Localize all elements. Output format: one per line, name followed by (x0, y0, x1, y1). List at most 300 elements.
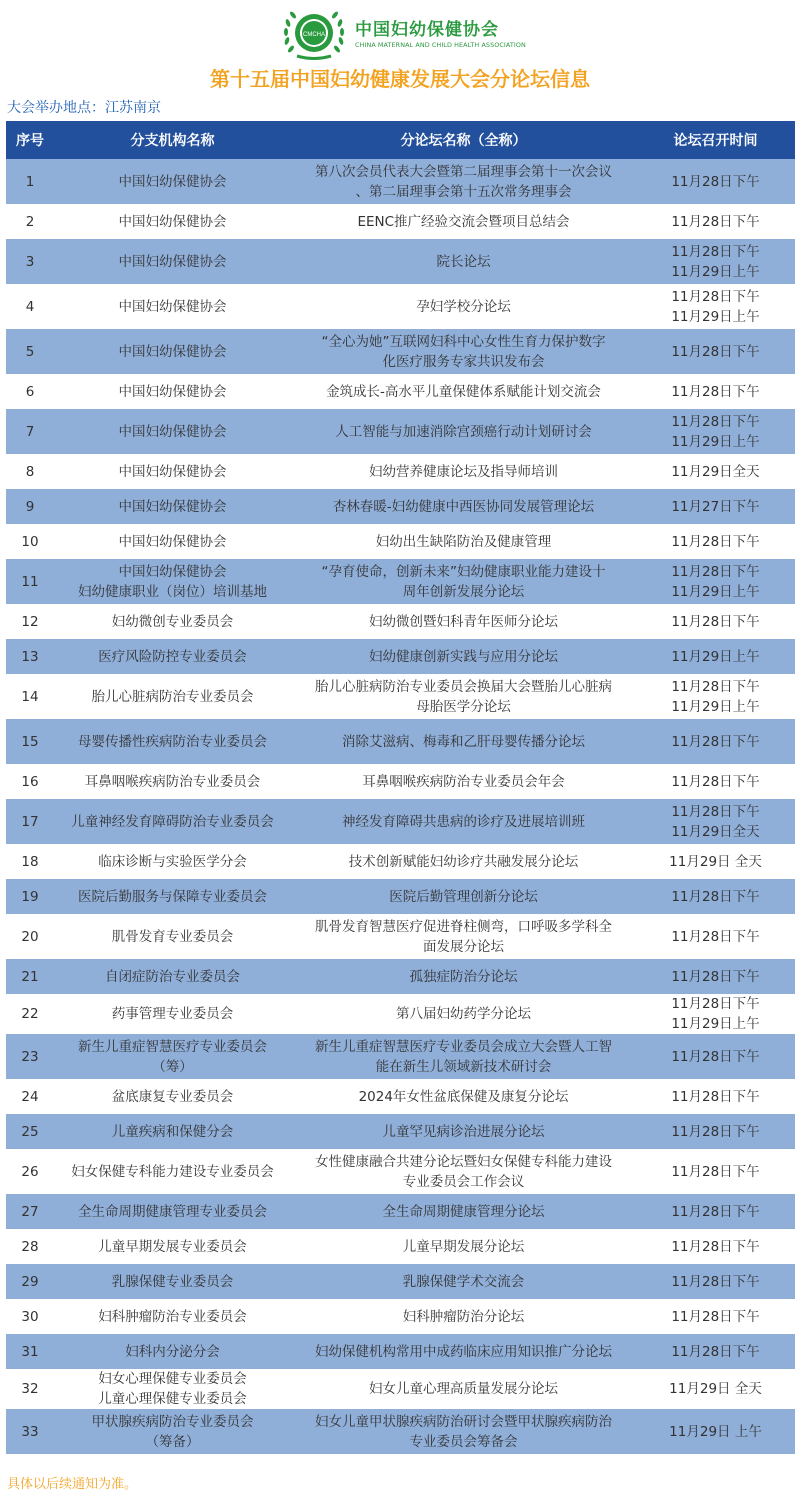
emblem-lettering: CMCHA (303, 32, 325, 38)
cell-time (636, 764, 795, 799)
cell-org-line: 儿童早期发展专业委员会 (98, 1238, 247, 1255)
cell-time (636, 719, 795, 764)
cell-forum-line: 儿童罕见病诊治进展分论坛 (382, 1123, 545, 1140)
cell-forum-line: 肌骨发育智慧医疗促进脊柱侧弯，口呼吸多学科全 (315, 918, 612, 935)
cell-org-line: 妇幼微创专业委员会 (111, 613, 234, 630)
cell-org (54, 1334, 291, 1369)
cell-time-line: 11月29日上午 (671, 263, 760, 280)
cell-no: 3 (6, 239, 54, 284)
table-row (6, 1334, 795, 1369)
cell-org-line: 儿童疾病和保健分会 (111, 1123, 234, 1140)
cell-forum (291, 489, 636, 524)
cell-no: 10 (6, 524, 54, 559)
cell-org-line: 妇幼健康职业（岗位）培训基地 (78, 583, 267, 600)
cell-org (54, 374, 291, 409)
cell-time-line: 11月28日下午 (671, 1238, 760, 1255)
cell-org-line: 医院后勤服务与保障专业委员会 (78, 888, 267, 905)
cell-forum-line: 全生命周期健康管理分论坛 (382, 1203, 545, 1220)
cell-forum-line: 专业委员会筹备会 (409, 1433, 518, 1450)
cell-org-line: 母婴传播性疾病防治专业委员会 (78, 733, 267, 750)
cell-time (636, 1194, 795, 1229)
cell-forum-line: 女性健康融合共建分论坛暨妇女保健专科能力建设 (315, 1153, 612, 1170)
cell-no: 24 (6, 1079, 54, 1114)
cell-forum (291, 674, 636, 719)
cell-forum (291, 1149, 636, 1194)
cell-time (636, 1264, 795, 1299)
cell-org-line: 肌骨发育专业委员会 (111, 928, 234, 945)
cell-org (54, 1034, 291, 1079)
cell-time-line: 11月28日下午 (671, 968, 760, 985)
cell-forum-line: 妇幼出生缺陷防治及健康管理 (375, 533, 552, 550)
cell-time-line: 11月28日下午 (671, 928, 760, 945)
cell-org (54, 1264, 291, 1299)
cell-forum (291, 1264, 636, 1299)
cell-time (636, 1114, 795, 1149)
cell-org-line: 全生命周期健康管理专业委员会 (78, 1203, 267, 1220)
cell-time-line: 11月29日上午 (671, 308, 760, 325)
table-row (6, 959, 795, 994)
cell-forum-line: 妇女儿童甲状腺疾病防治研讨会暨甲状腺疾病防治 (315, 1413, 612, 1430)
cell-forum-line: 妇幼保健机构常用中成药临床应用知识推广分论坛 (315, 1343, 612, 1360)
table-row (6, 454, 795, 489)
cell-org-line: 妇女心理保健专业委员会 (98, 1371, 247, 1387)
cell-time-line: 11月28日下午 (671, 173, 760, 190)
cell-forum-line: 、第二届理事会第十五次常务理事会 (355, 183, 572, 200)
cell-forum-line: “孕育使命，创新未来”妇幼健康职业能力建设十 (321, 563, 606, 580)
cell-org-line: 临床诊断与实验医学分会 (98, 853, 247, 870)
cell-org (54, 159, 291, 204)
cell-forum (291, 1334, 636, 1369)
table-row (6, 844, 795, 879)
cell-forum-line: 面发展分论坛 (423, 938, 504, 955)
cell-org-line: 甲状腺疾病防治专业委员会 (91, 1413, 254, 1430)
cell-forum (291, 1229, 636, 1264)
cell-time-line: 11月28日下午 (671, 613, 760, 630)
cell-forum (291, 1114, 636, 1149)
table-row (6, 639, 795, 674)
forum-table (6, 121, 795, 1454)
table-row (6, 239, 795, 284)
cell-no: 11 (6, 559, 54, 604)
cell-forum (291, 994, 636, 1034)
footer-note: 具体以后续通知为准。 (7, 1477, 138, 1492)
table-row (6, 204, 795, 239)
cell-org (54, 604, 291, 639)
cell-org-line: 中国妇幼保健协会 (118, 298, 227, 315)
cell-forum-line: 技术创新赋能妇幼诊疗共融发展分论坛 (348, 853, 579, 870)
cell-time-line: 11月28日下午 (671, 213, 760, 230)
table-row (6, 914, 795, 959)
cell-org-line: 妇女保健专科能力建设专业委员会 (71, 1163, 274, 1180)
cell-org (54, 959, 291, 994)
page-header (0, 0, 800, 120)
cell-org (54, 764, 291, 799)
cell-org (54, 719, 291, 764)
cell-time (636, 284, 795, 329)
cell-time-line: 11月29日上午 (671, 583, 760, 600)
cell-time (636, 204, 795, 239)
cell-time-line: 11月27日下午 (671, 498, 760, 515)
cell-time (636, 1409, 795, 1454)
cell-time-line: 11月28日下午 (671, 383, 760, 400)
cell-forum-line: 妇幼营养健康论坛及指导师培训 (369, 463, 558, 480)
venue-label: 大会举办地点：江苏南京 (7, 100, 161, 116)
cell-no: 5 (6, 329, 54, 374)
table-row (6, 284, 795, 329)
cell-no: 28 (6, 1229, 54, 1264)
cell-no: 2 (6, 204, 54, 239)
cell-time-line: 11月28日下午 (671, 1088, 760, 1105)
page-title: 第十五届中国妇幼健康发展大会分论坛信息 (210, 67, 590, 91)
cell-forum-line: EENC推广经验交流会暨项目总结会 (357, 213, 570, 230)
cell-no: 17 (6, 799, 54, 844)
cell-forum-line: 化医疗服务专家共识发布会 (382, 353, 545, 370)
cell-org (54, 409, 291, 454)
cell-time-line: 11月28日下午 (671, 1273, 760, 1290)
cell-time-line: 11月28日下午 (671, 343, 760, 360)
cell-time (636, 1369, 795, 1409)
cell-no: 16 (6, 764, 54, 799)
cell-forum (291, 204, 636, 239)
cell-time-line: 11月29日 全天 (669, 853, 762, 870)
cell-org (54, 559, 291, 604)
cell-org (54, 1149, 291, 1194)
table-row (6, 799, 795, 844)
cell-time-line: 11月29日上午 (671, 648, 760, 665)
cell-time (636, 844, 795, 879)
cell-time-line: 11月28日下午 (671, 563, 760, 580)
cell-org-line: 中国妇幼保健协会 (118, 253, 227, 270)
col-header-no: 序号 (6, 121, 54, 159)
cell-no: 18 (6, 844, 54, 879)
cell-forum (291, 639, 636, 674)
cell-forum-line: 周年创新发展分论坛 (402, 583, 525, 600)
cell-forum (291, 1369, 636, 1409)
cell-org (54, 239, 291, 284)
cell-no: 25 (6, 1114, 54, 1149)
cell-org (54, 1229, 291, 1264)
cell-org (54, 524, 291, 559)
cell-forum (291, 959, 636, 994)
cell-time (636, 674, 795, 719)
cell-org-line: 儿童心理保健专业委员会 (98, 1391, 247, 1407)
cell-org-line: 盆底康复专业委员会 (111, 1088, 234, 1105)
cell-org (54, 674, 291, 719)
cell-time (636, 1149, 795, 1194)
table-row (6, 764, 795, 799)
cell-time (636, 799, 795, 844)
cell-org-line: 中国妇幼保健协会 (118, 498, 227, 515)
cell-time-line: 11月28日下午 (671, 996, 760, 1012)
cell-time-line: 11月29日全天 (671, 463, 760, 480)
cell-forum (291, 159, 636, 204)
cell-time-line: 11月28日下午 (671, 888, 760, 905)
cell-no: 23 (6, 1034, 54, 1079)
cell-org-line: 自闭症防治专业委员会 (105, 968, 240, 985)
cell-org (54, 799, 291, 844)
table-row (6, 1229, 795, 1264)
cell-org-line: 中国妇幼保健协会 (118, 343, 227, 360)
cell-org (54, 994, 291, 1034)
table-body (6, 159, 795, 1454)
cell-no: 27 (6, 1194, 54, 1229)
cell-no: 8 (6, 454, 54, 489)
cell-forum-line: 儿童早期发展分论坛 (402, 1238, 525, 1255)
cell-org-line: 中国妇幼保健协会 (118, 563, 227, 580)
cell-time (636, 994, 795, 1034)
cell-time-line: 11月28日下午 (671, 678, 760, 695)
cell-org-line: 医疗风险防控专业委员会 (98, 648, 247, 665)
cell-no: 33 (6, 1409, 54, 1454)
cell-forum-line: 第八届妇幼药学分论坛 (396, 1006, 531, 1022)
cell-time (636, 409, 795, 454)
cell-org-line: 乳腺保健专业委员会 (111, 1273, 234, 1290)
org-name-en: CHINA MATERNAL AND CHILD HEALTH ASSOCIATION (355, 40, 526, 49)
cell-no: 26 (6, 1149, 54, 1194)
cell-forum-line: 孤独症防治分论坛 (409, 968, 518, 985)
cell-forum (291, 844, 636, 879)
cell-time-line: 11月28日下午 (671, 773, 760, 790)
table-row (6, 489, 795, 524)
cell-org-line: 儿童神经发育障碍防治专业委员会 (71, 813, 274, 830)
table-row (6, 1114, 795, 1149)
cell-no: 15 (6, 719, 54, 764)
cell-no: 13 (6, 639, 54, 674)
cell-forum (291, 1409, 636, 1454)
table-row (6, 524, 795, 559)
table-row (6, 329, 795, 374)
cell-forum-line: 孕妇学校分论坛 (416, 298, 511, 315)
cell-time (636, 879, 795, 914)
cell-time (636, 1034, 795, 1079)
col-header-time: 论坛召开时间 (636, 121, 795, 159)
cell-time-line: 11月29日上午 (671, 1016, 760, 1032)
cell-forum-line: 2024年女性盆底保健及康复分论坛 (358, 1088, 569, 1105)
cell-org (54, 1299, 291, 1334)
cell-org-line: 新生儿重症智慧医疗专业委员会 (78, 1038, 267, 1055)
cell-org (54, 914, 291, 959)
cell-time-line: 11月29日上午 (671, 698, 760, 715)
cell-forum-line: 妇科肿瘤防治分论坛 (402, 1308, 525, 1325)
cell-forum-line: 新生儿重症智慧医疗专业委员会成立大会暨人工智 (315, 1038, 612, 1055)
cell-forum-line: 乳腺保健学术交流会 (402, 1273, 525, 1290)
cell-forum (291, 914, 636, 959)
cell-org-line: （筹备） (145, 1433, 200, 1450)
cell-forum (291, 559, 636, 604)
cell-org (54, 454, 291, 489)
table-row (6, 879, 795, 914)
cell-org (54, 204, 291, 239)
cell-forum (291, 454, 636, 489)
cell-no: 9 (6, 489, 54, 524)
cell-org-line: 妇科内分泌分会 (125, 1343, 220, 1360)
cell-forum (291, 1194, 636, 1229)
cell-forum (291, 1034, 636, 1079)
cell-forum-line: 能在新生儿领域新技术研讨会 (375, 1058, 552, 1075)
table-row (6, 159, 795, 204)
cell-org-line: 中国妇幼保健协会 (118, 173, 227, 190)
cell-time (636, 159, 795, 204)
cell-forum-line: 妇幼微创暨妇科青年医师分论坛 (369, 613, 558, 630)
cell-org-line: （筹） (152, 1058, 193, 1075)
cell-org (54, 879, 291, 914)
cell-time (636, 639, 795, 674)
cell-no: 32 (6, 1369, 54, 1409)
cell-time-line: 11月28日下午 (671, 1123, 760, 1140)
table-row (6, 719, 795, 764)
cell-time (636, 1079, 795, 1114)
col-header-org: 分支机构名称 (54, 121, 291, 159)
cell-no: 19 (6, 879, 54, 914)
table-row (6, 1299, 795, 1334)
cell-forum-line: “全心为她”互联网妇科中心女性生育力保护数字 (321, 333, 606, 350)
cell-org (54, 639, 291, 674)
cell-time (636, 524, 795, 559)
cell-no: 4 (6, 284, 54, 329)
cell-time-line: 11月28日下午 (671, 1203, 760, 1220)
cell-time-line: 11月29日 上午 (669, 1423, 762, 1440)
cell-time (636, 239, 795, 284)
cell-no: 20 (6, 914, 54, 959)
cell-forum-line: 神经发育障碍共患病的诊疗及进展培训班 (342, 813, 585, 830)
table-row (6, 1369, 795, 1409)
cell-forum (291, 374, 636, 409)
cell-time-line: 11月28日下午 (671, 1163, 760, 1180)
cell-time (636, 559, 795, 604)
table-row (6, 409, 795, 454)
cell-org (54, 284, 291, 329)
cell-time-line: 11月28日下午 (671, 413, 760, 430)
cell-forum-line: 妇女儿童心理高质量发展分论坛 (369, 1381, 558, 1397)
cell-time (636, 959, 795, 994)
cell-time-line: 11月28日下午 (671, 1308, 760, 1325)
cell-forum (291, 799, 636, 844)
cell-no: 12 (6, 604, 54, 639)
cell-no: 7 (6, 409, 54, 454)
cell-forum-line: 院长论坛 (436, 253, 491, 270)
cell-time (636, 604, 795, 639)
cell-forum-line: 医院后勤管理创新分论坛 (389, 888, 538, 905)
table-row (6, 1034, 795, 1079)
cell-no: 30 (6, 1299, 54, 1334)
cell-org-line: 中国妇幼保健协会 (118, 533, 227, 550)
cell-org (54, 1079, 291, 1114)
cell-no: 14 (6, 674, 54, 719)
cell-time (636, 374, 795, 409)
cell-time (636, 329, 795, 374)
cell-forum (291, 409, 636, 454)
table-row (6, 1194, 795, 1229)
cell-org (54, 1369, 291, 1409)
cell-no: 6 (6, 374, 54, 409)
cell-org (54, 1194, 291, 1229)
cell-org-line: 中国妇幼保健协会 (118, 463, 227, 480)
cell-time-line: 11月28日下午 (671, 803, 760, 820)
cell-org (54, 329, 291, 374)
cell-time-line: 11月28日下午 (671, 533, 760, 550)
cell-forum (291, 239, 636, 284)
cell-time-line: 11月28日下午 (671, 1343, 760, 1360)
cell-forum (291, 764, 636, 799)
cell-org (54, 844, 291, 879)
org-name: 中国妇幼保健协会 (355, 19, 499, 40)
table-row (6, 674, 795, 719)
wheat-wreath-emblem-icon (277, 5, 351, 63)
cell-time (636, 489, 795, 524)
logo-text (355, 19, 526, 50)
cell-time-line: 11月29日全天 (671, 823, 760, 840)
cell-org-line: 中国妇幼保健协会 (118, 383, 227, 400)
cell-time (636, 1299, 795, 1334)
cell-time-line: 11月29日上午 (671, 433, 760, 450)
cell-forum-line: 耳鼻咽喉疾病防治专业委员会年会 (362, 773, 565, 790)
table-row (6, 559, 795, 604)
table-row (6, 1264, 795, 1299)
cell-org-line: 中国妇幼保健协会 (118, 213, 227, 230)
cell-forum (291, 329, 636, 374)
cell-forum-line: 人工智能与加速消除宫颈癌行动计划研讨会 (335, 423, 592, 440)
cell-forum-line: 母胎医学分论坛 (416, 698, 511, 715)
cell-org-line: 中国妇幼保健协会 (118, 423, 227, 440)
cell-forum-line: 杏林春暖-妇幼健康中西医协同发展管理论坛 (332, 498, 595, 515)
cell-forum-line: 妇幼健康创新实践与应用分论坛 (369, 648, 558, 665)
table-header-row (6, 121, 795, 159)
cell-no: 29 (6, 1264, 54, 1299)
cell-org-line: 耳鼻咽喉疾病防治专业委员会 (84, 773, 261, 790)
forum-table-container (6, 121, 795, 1454)
cell-forum-line: 专业委员会工作会议 (402, 1173, 525, 1190)
table-row (6, 374, 795, 409)
cell-time (636, 1229, 795, 1264)
cell-time (636, 454, 795, 489)
cell-org (54, 1114, 291, 1149)
cell-time-line: 11月29日 全天 (669, 1381, 762, 1397)
table-row (6, 994, 795, 1034)
cell-no: 31 (6, 1334, 54, 1369)
table-row (6, 1079, 795, 1114)
cell-org-line: 药事管理专业委员会 (111, 1006, 234, 1022)
cell-no: 1 (6, 159, 54, 204)
cell-forum-line: 金筑成长-高水平儿童保健体系赋能计划交流会 (326, 383, 601, 400)
cell-org-line: 妇科肿瘤防治专业委员会 (98, 1308, 247, 1325)
cell-forum-line: 消除艾滋病、梅毒和乙肝母婴传播分论坛 (342, 733, 585, 750)
cell-time-line: 11月28日下午 (671, 733, 760, 750)
cell-time (636, 914, 795, 959)
table-row (6, 1149, 795, 1194)
cell-forum (291, 284, 636, 329)
cell-forum (291, 719, 636, 764)
cell-forum (291, 1299, 636, 1334)
cell-forum (291, 879, 636, 914)
cell-forum (291, 604, 636, 639)
col-header-forum: 分论坛名称（全称） (291, 121, 636, 159)
cell-forum (291, 1079, 636, 1114)
cell-no: 21 (6, 959, 54, 994)
cell-forum (291, 524, 636, 559)
cell-no: 22 (6, 994, 54, 1034)
cell-org (54, 1409, 291, 1454)
cell-org (54, 489, 291, 524)
cell-org-line: 胎儿心脏病防治专业委员会 (91, 688, 254, 705)
cell-forum-line: 第八次会员代表大会暨第二届理事会第十一次会议 (315, 163, 612, 180)
cell-forum-line: 胎儿心脏病防治专业委员会换届大会暨胎儿心脏病 (315, 678, 612, 695)
association-logo (277, 5, 526, 63)
cell-time (636, 1334, 795, 1369)
table-row (6, 1409, 795, 1454)
cell-time-line: 11月28日下午 (671, 288, 760, 305)
cell-time-line: 11月28日下午 (671, 1048, 760, 1065)
cell-time-line: 11月28日下午 (671, 243, 760, 260)
